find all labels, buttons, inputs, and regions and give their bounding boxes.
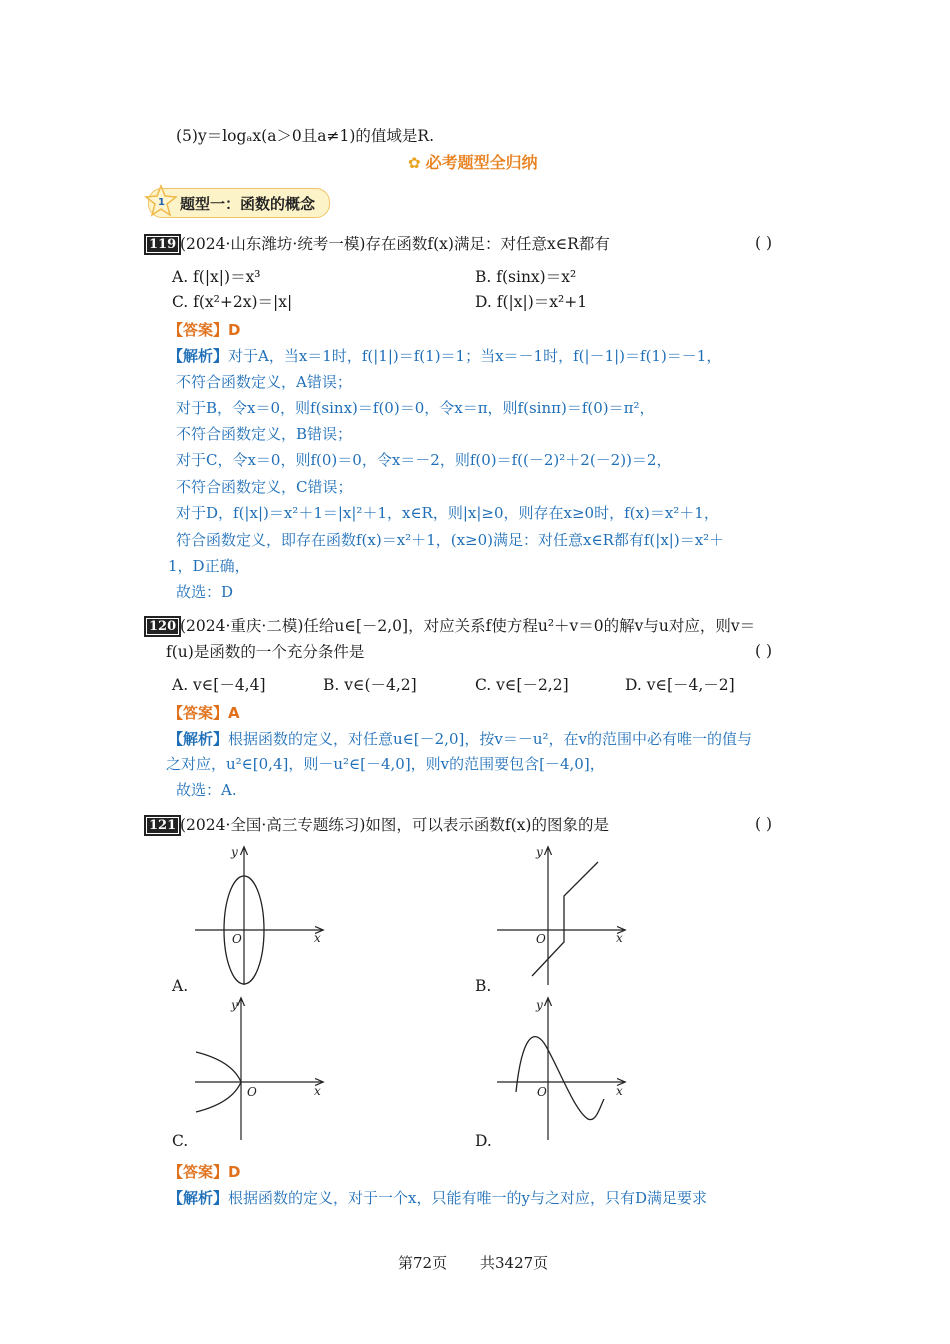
q120-option-b: B. v∈(－4,2]	[323, 676, 417, 694]
section-heading	[408, 150, 538, 173]
q120-option-c: C. v∈[－2,2]	[475, 676, 569, 694]
graph-a-label: A.	[172, 977, 189, 995]
q121-answer: 【答案】D	[168, 1163, 241, 1181]
q120-analysis-line: 之对应，u²∈[0,4]，则－u²∈[－4,0]，则v的范围要包含[－4,0]，	[166, 755, 605, 773]
x-axis-label: x	[314, 1084, 321, 1098]
graph-b	[492, 840, 642, 990]
q119-option-c: C. f(x²+2x)＝|x|	[172, 293, 293, 311]
wave-curve	[516, 1037, 604, 1120]
question-number-121: 121	[144, 814, 181, 836]
q119-option-b: B. f(sinx)＝x²	[475, 268, 577, 286]
y-axis-label: y	[231, 998, 238, 1012]
q119-analysis-first: 【解析】对于A，当x＝1时，f(|1|)＝f(1)＝1；当x＝－1时，f(|－1|)＝f(1)＝－1，	[168, 347, 722, 365]
type-badge-number: 1	[158, 197, 165, 208]
q120-stem-line2: f(u)是函数的一个充分条件是	[166, 643, 365, 661]
q119-analysis-line: 1，D正确，	[168, 557, 250, 575]
graph-d-label: D.	[475, 1132, 492, 1150]
q119-analysis-line: 不符合函数定义，C错误；	[176, 478, 353, 496]
question-number-120: 120	[144, 615, 181, 637]
domain-statement: (5)y＝logₐx(a＞0且a≠1)的值域是R.	[176, 127, 435, 145]
flower-icon: ✿	[408, 154, 421, 172]
q120-option-d: D. v∈[－4,－2]	[625, 676, 735, 694]
graph-b-label: B.	[475, 977, 492, 995]
q121-stem: (2024·全国·高三专题练习)如图，可以表示函数f(x)的图象的是	[180, 816, 609, 834]
q119-analysis-line: 对于C，令x＝0，则f(0)＝0，令x＝－2，则f(0)＝f((－2)²＋2(－2))＝2，	[176, 451, 672, 469]
origin-label: O	[247, 1085, 257, 1099]
q119-analysis-line: 不符合函数定义，B错误；	[176, 425, 353, 443]
q119-stem: (2024·山东潍坊·统考一模)存在函数f(x)满足：对任意x∈R都有	[180, 235, 610, 253]
q119-analysis-line: 符合函数定义，即存在函数f(x)＝x²＋1，(x≥0)满足：对任意x∈R都有f(|x|)＝x²＋	[176, 531, 725, 549]
graph-c-label: C.	[172, 1132, 189, 1150]
x-axis-label: x	[616, 931, 623, 945]
q119-option-d: D. f(|x|)＝x²+1	[475, 293, 588, 311]
graph-a	[190, 840, 340, 990]
graph-d	[492, 995, 642, 1145]
origin-label: O	[232, 932, 242, 946]
q120-stem-line1: (2024·重庆·二模)任给u∈[－2,0]，对应关系f使方程u²＋v＝0的解v与u对应，则v＝	[180, 617, 756, 635]
page-number: 第72页	[398, 1254, 448, 1272]
origin-label: O	[536, 932, 546, 946]
q120-analysis-first: 【解析】根据函数的定义，对任意u∈[－2,0]，按v＝－u²，在v的范围中必有唯一的值与	[168, 730, 752, 748]
type-title: 题型一：函数的概念	[180, 195, 316, 213]
q119-analysis-line: 对于D，f(|x|)＝x²＋1＝|x|²＋1，x∈R，则|x|≥0，则存在x≥0时，f(x)＝x²＋1，	[176, 504, 719, 522]
section-heading-text: 必考题型全归纳	[425, 153, 538, 172]
step-curve	[532, 862, 598, 976]
q120-answer-paren: ( )	[755, 642, 773, 660]
q119-answer: 【答案】D	[168, 321, 241, 339]
y-axis-label: y	[231, 845, 238, 859]
q120-analysis-line: 故选：A.	[176, 781, 237, 799]
x-axis-label: x	[314, 931, 321, 945]
q119-answer-paren: ( )	[755, 234, 773, 252]
y-axis-label: y	[536, 845, 543, 859]
q120-option-a: A. v∈[－4,4]	[172, 676, 266, 694]
q119-analysis-line: 故选：D	[176, 583, 234, 601]
q120-answer: 【答案】A	[168, 704, 240, 722]
q121-analysis-first: 【解析】根据函数的定义，对于一个x，只能有唯一的y与之对应，只有D满足要求	[168, 1189, 707, 1207]
q121-answer-paren: ( )	[755, 815, 773, 833]
q119-option-a: A. f(|x|)＝x³	[172, 268, 261, 286]
page-total: 共3427页	[480, 1254, 549, 1272]
graph-c	[190, 995, 340, 1145]
origin-label: O	[537, 1085, 547, 1099]
question-number-119: 119	[144, 233, 181, 255]
q119-analysis-line: 对于B，令x＝0，则f(sinx)＝f(0)＝0，令x＝π，则f(sinπ)＝f(0)＝π²，	[176, 399, 655, 417]
y-axis-label: y	[536, 998, 543, 1012]
x-axis-label: x	[616, 1084, 623, 1098]
q119-analysis-line: 不符合函数定义，A错误；	[176, 373, 352, 391]
